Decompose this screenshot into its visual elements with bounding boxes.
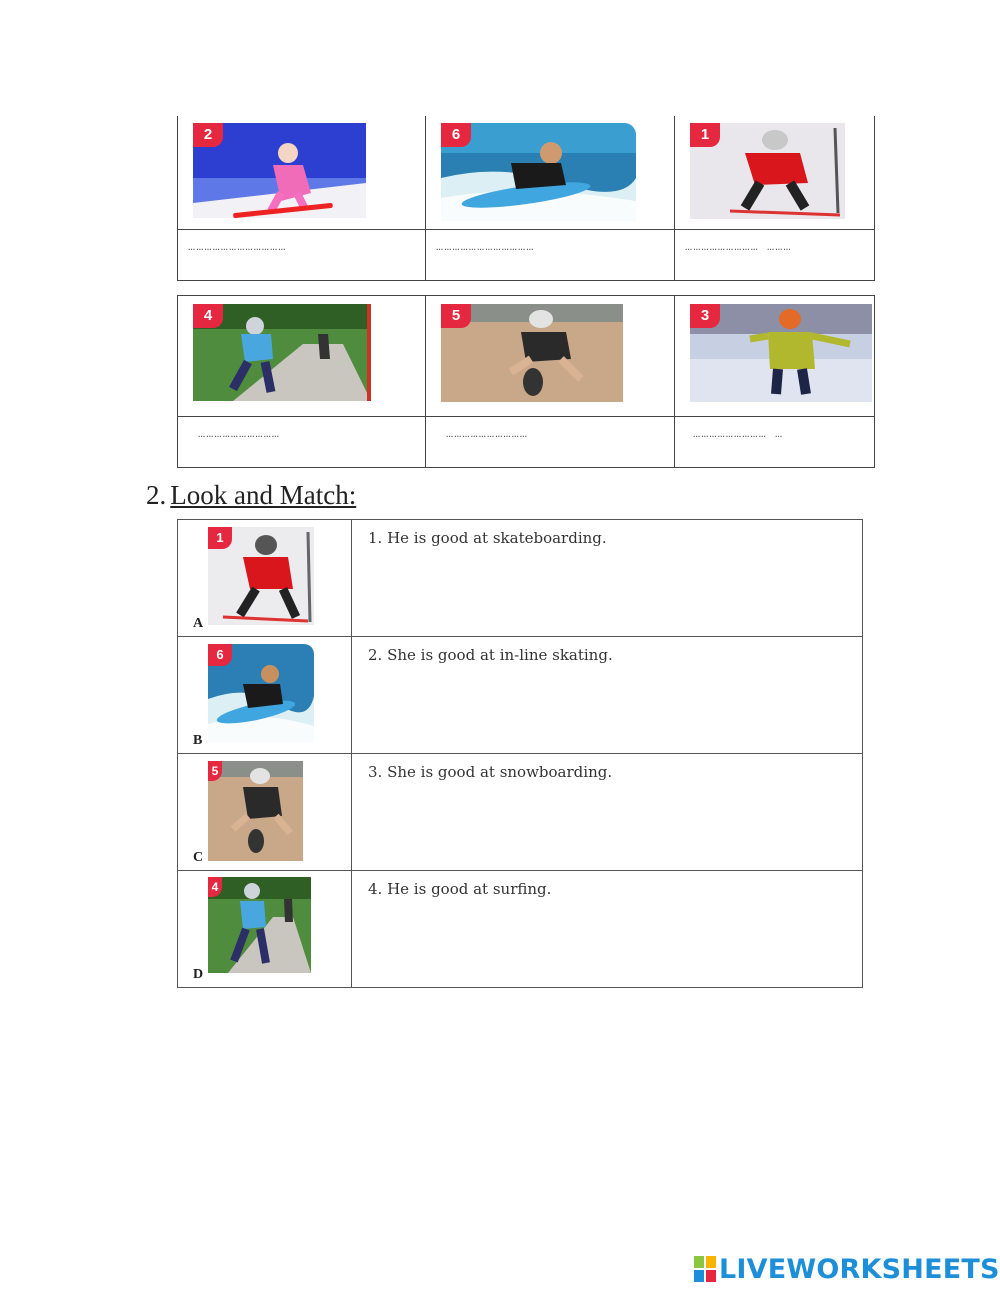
match-sentence-cell[interactable] <box>352 637 863 754</box>
table-row <box>178 637 863 754</box>
match-image-cell-d[interactable] <box>178 871 352 988</box>
match-letter: D <box>193 967 204 982</box>
match-sentence: 1. He is good at skateboarding. <box>368 529 607 547</box>
match-letter: B <box>193 733 203 748</box>
photo-number-badge: 6 <box>208 644 232 666</box>
match-letter: A <box>193 616 204 631</box>
ice-skating-photo <box>690 304 872 402</box>
section-number: 2. <box>146 480 167 510</box>
answer-blank[interactable]: ……………………………… <box>426 230 675 281</box>
answer-blank[interactable]: ………………………… <box>178 417 426 468</box>
answer-blank[interactable]: ………………………… <box>426 417 675 468</box>
match-letter: C <box>193 850 204 865</box>
section-title: Look and Match: <box>170 480 357 510</box>
inline-skating-photo <box>193 304 371 401</box>
photo-table-2 <box>177 295 875 468</box>
photo-cell <box>178 296 426 417</box>
match-image-cell-a[interactable] <box>178 520 352 637</box>
photo-cell <box>178 116 426 230</box>
surfing-photo <box>208 644 314 742</box>
photo-table-1 <box>177 116 875 281</box>
photo-number-badge: 2 <box>193 123 223 147</box>
photo-number-badge: 1 <box>690 123 720 147</box>
snowboarding-photo <box>193 123 366 218</box>
photo-number-badge: 4 <box>193 304 223 328</box>
photo-number-badge: 5 <box>208 761 222 781</box>
photo-cell <box>675 116 875 230</box>
match-image-cell-b[interactable] <box>178 637 352 754</box>
skateboarding-photo <box>441 304 623 402</box>
photo-cell <box>675 296 875 417</box>
table-row <box>178 754 863 871</box>
table-row <box>178 871 863 988</box>
match-sentence-cell[interactable] <box>352 520 863 637</box>
surfing-photo <box>441 123 636 221</box>
photo-number-badge: 4 <box>208 877 222 897</box>
skiing-photo <box>690 123 845 219</box>
photo-number-badge: 5 <box>441 304 471 328</box>
match-image-cell-c[interactable] <box>178 754 352 871</box>
table-row <box>178 520 863 637</box>
skiing-photo <box>208 527 314 625</box>
logo-text: LIVEWORKSHEETS <box>719 1253 1000 1285</box>
liveworksheets-logo[interactable] <box>694 1253 1000 1285</box>
photo-cell <box>426 116 675 230</box>
match-sentence: 2. She is good at in-line skating. <box>368 646 613 664</box>
section-heading <box>146 480 356 511</box>
answer-blank[interactable]: ……………………… … <box>675 417 875 468</box>
inline-skating-photo <box>208 877 311 973</box>
match-sentence: 3. She is good at snowboarding. <box>368 763 613 781</box>
answer-blank[interactable]: ……………………… ……… <box>675 230 875 281</box>
photo-cell <box>426 296 675 417</box>
skateboarding-photo <box>208 761 303 861</box>
photo-number-badge: 6 <box>441 123 471 147</box>
match-table <box>177 519 863 988</box>
match-sentence: 4. He is good at surfing. <box>368 880 552 898</box>
match-sentence-cell[interactable] <box>352 871 863 988</box>
answer-blank[interactable]: ……………………………… <box>178 230 426 281</box>
liveworksheets-logo-icon <box>694 1256 716 1282</box>
match-sentence-cell[interactable] <box>352 754 863 871</box>
photo-number-badge: 1 <box>208 527 232 549</box>
photo-number-badge: 3 <box>690 304 720 328</box>
